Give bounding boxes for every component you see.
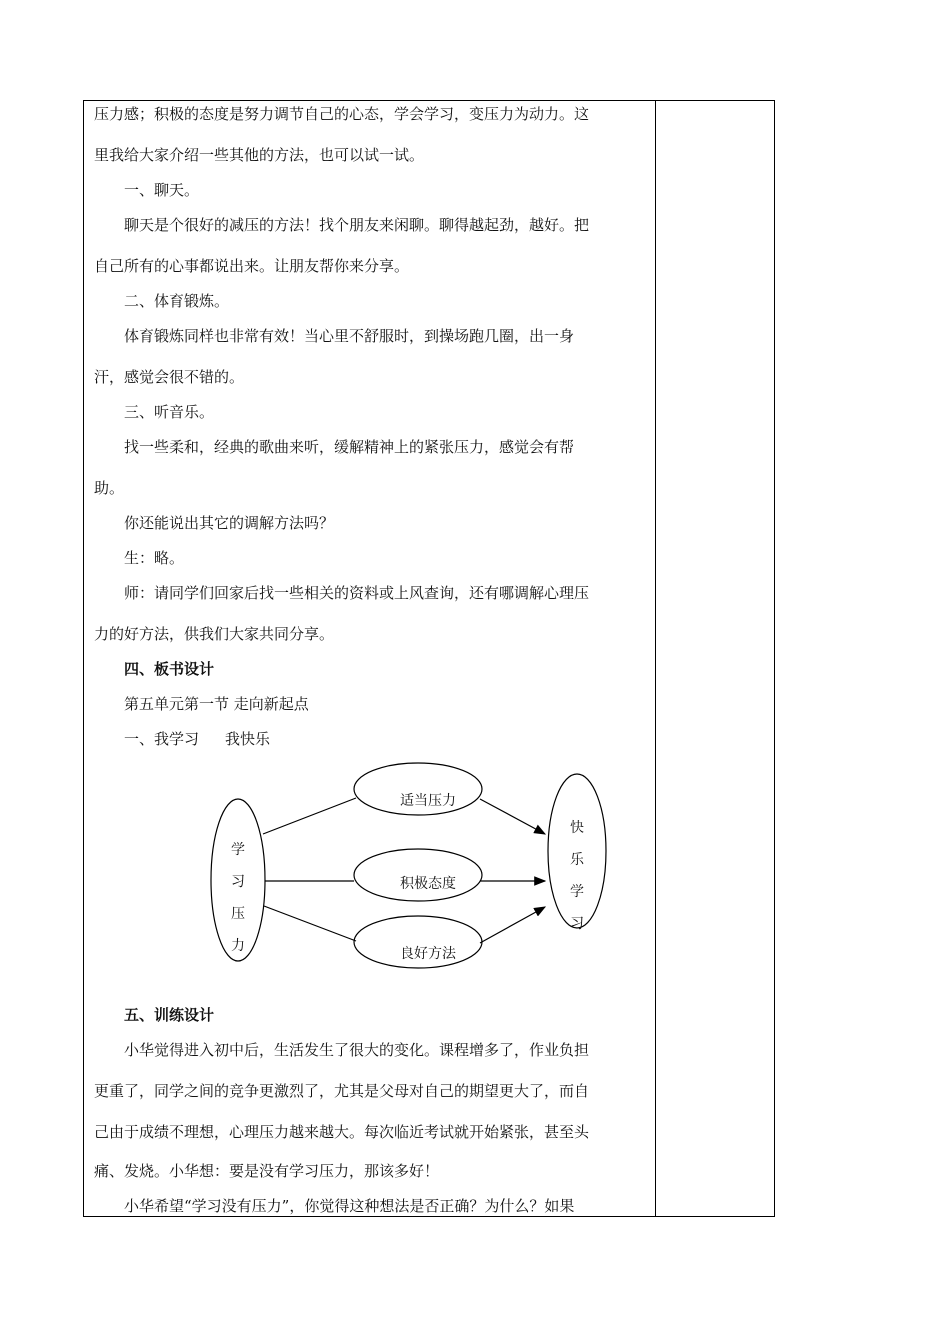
lesson-table [83, 100, 775, 1217]
paragraph-line: 体育锻炼同样也非常有效！当心里不舒服时，到操场跑几圈，出一身 [124, 327, 575, 345]
column-divider [655, 101, 656, 1216]
right-ellipse [548, 774, 606, 928]
student-line: 生：略。 [124, 549, 185, 567]
training-line: 小华觉得进入初中后，生活发生了很大的变化。课程增多了，作业负担 [124, 1041, 590, 1059]
paragraph-line: 自己所有的心事都说出来。让朋友帮你来分享。 [94, 257, 410, 275]
right-char: 学 [570, 884, 584, 900]
connector-line [263, 798, 356, 834]
method-title: 一、聊天。 [124, 181, 200, 199]
left-char: 力 [231, 938, 245, 954]
board-diagram [94, 101, 648, 1001]
board-subtitle-b: 我快乐 [225, 730, 271, 748]
left-char: 习 [231, 874, 245, 890]
paragraph-line: 汗，感觉会很不错的。 [94, 368, 245, 386]
middle-label: 适当压力 [400, 793, 456, 809]
left-char: 压 [231, 906, 245, 922]
paragraph-line: 助。 [94, 479, 125, 497]
training-line: 更重了，同学之间的竞争更激烈了，尤其是父母对自己的期望更大了，而自 [94, 1082, 590, 1100]
training-line: 己由于成绩不理想，心理压力越来越大。每次临近考试就开始紧张，甚至头 [94, 1123, 590, 1141]
paragraph-line: 里我给大家介绍一些其他的方法，也可以试一试。 [94, 146, 425, 164]
right-char: 习 [570, 916, 584, 932]
connector-line [264, 906, 356, 941]
question-line: 你还能说出其它的调解方法吗？ [124, 514, 335, 532]
training-line: 痛、发烧。小华想：要是没有学习压力，那该多好！ [94, 1162, 440, 1180]
unit-title: 第五单元第一节 走向新起点 [124, 695, 309, 713]
board-heading: 四、板书设计 [124, 660, 215, 678]
training-line: 小华希望“学习没有压力”，你觉得这种想法是否正确？为什么？如果 [124, 1197, 575, 1215]
method-title: 二、体育锻炼。 [124, 292, 230, 310]
right-char: 快 [570, 820, 584, 836]
middle-ellipse [354, 849, 482, 901]
left-char: 学 [231, 842, 245, 858]
paragraph-line: 聊天是个很好的减压的方法！找个朋友来闲聊。聊得越起劲，越好。把 [124, 216, 590, 234]
middle-label: 积极态度 [400, 876, 456, 892]
middle-label: 良好方法 [400, 946, 456, 962]
arrow [480, 907, 545, 943]
right-char: 乐 [570, 852, 584, 868]
teacher-line: 师：请同学们回家后找一些相关的资料或上风查询，还有哪调解心理压 [124, 584, 590, 602]
paragraph-line: 压力感；积极的态度是努力调节自己的心态，学会学习，变压力为动力。这 [94, 105, 590, 123]
paragraph-line: 找一些柔和，经典的歌曲来听，缓解精神上的紧张压力，感觉会有帮 [124, 438, 575, 456]
training-heading: 五、训练设计 [124, 1006, 215, 1024]
teacher-line: 力的好方法，供我们大家共同分享。 [94, 625, 335, 643]
board-subtitle-a: 一、我学习 [124, 730, 200, 748]
arrow [480, 799, 545, 834]
method-title: 三、听音乐。 [124, 403, 215, 421]
